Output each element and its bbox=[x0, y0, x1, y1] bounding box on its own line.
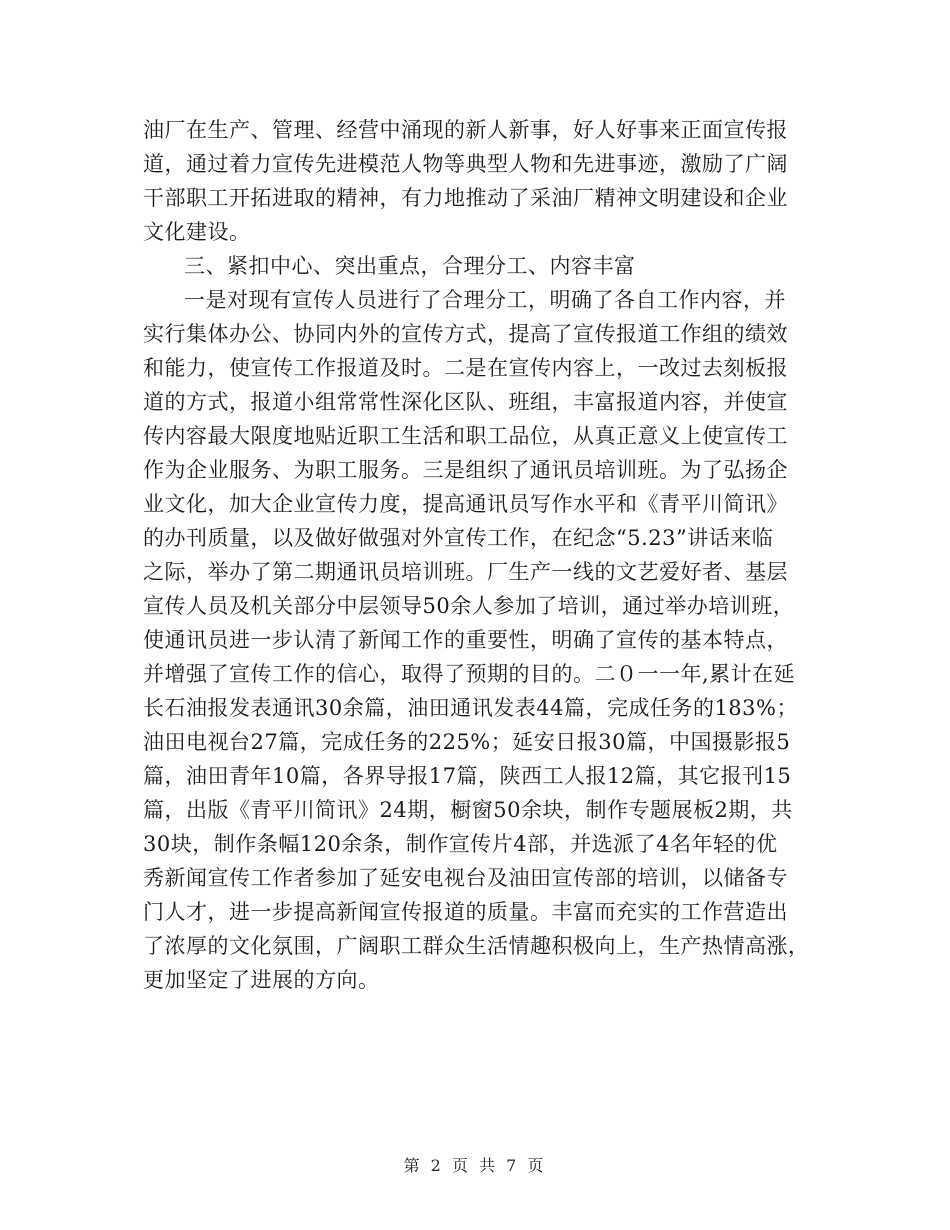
body-text-line: 道的方式，报道小组常常性深化区队、班组，丰富报道内容，并使宣 bbox=[143, 390, 788, 414]
body-text-line: 30块，制作条幅120余条，制作宣传片4部，并选派了4名年轻的优 bbox=[143, 832, 778, 856]
page-number-footer: 第 2 页 共 7 页 bbox=[403, 1156, 547, 1175]
body-text-line: 长石油报发表通讯30余篇，油田通讯发表44篇，完成任务的183%； bbox=[143, 696, 798, 720]
body-text-line: 实行集体办公、协同内外的宣传方式，提高了宣传报道工作组的绩效 bbox=[143, 322, 788, 346]
body-text-line: 一是对现有宣传人员进行了合理分工，明确了各自工作内容，并 bbox=[184, 288, 786, 312]
body-text-line: 秀新闻宣传工作者参加了延安电视台及油田宣传部的培训，以储备专 bbox=[143, 866, 788, 890]
body-text-line: 业文化，加大企业宣传力度，提高通讯员写作水平和《青平川简讯》 bbox=[143, 492, 788, 516]
body-text-line: 干部职工开拓进取的精神，有力地推动了采油厂精神文明建设和企业 bbox=[143, 186, 788, 210]
body-text-line: 文化建设。 bbox=[143, 220, 251, 244]
body-text-line: 使通讯员进一步认清了新闻工作的重要性，明确了宣传的基本特点， bbox=[143, 628, 788, 652]
body-text-line: 油厂在生产、管理、经营中涌现的新人新事，好人好事来正面宣传报 bbox=[143, 118, 788, 142]
body-text-line: 并增强了宣传工作的信心，取得了预期的目的。二０一一年,累计在延 bbox=[143, 662, 796, 686]
body-text-line: 油田电视台27篇，完成任务的225%；延安日报30篇，中国摄影报5 bbox=[143, 730, 791, 754]
body-text-line: 传内容最大限度地贴近职工生活和职工品位，从真正意义上使宣传工 bbox=[143, 424, 788, 448]
body-text-line: 篇，出版《青平川简讯》24期，橱窗50余块，制作专题展板2期，共 bbox=[143, 798, 793, 822]
body-text-line: 宣传人员及机关部分中层领导50余人参加了培训，通过举办培训班， bbox=[143, 594, 795, 618]
section-heading: 三、紧扣中心、突出重点，合理分工、内容丰富 bbox=[184, 254, 636, 278]
body-text-line: 门人才，进一步提高新闻宣传报道的质量。丰富而充实的工作营造出 bbox=[143, 900, 788, 924]
body-text-line: 的办刊质量，以及做好做强对外宣传工作，在纪念“5.23”讲话来临 bbox=[143, 526, 774, 550]
body-text-line: 之际，举办了第二期通讯员培训班。厂生产一线的文艺爱好者、基层 bbox=[143, 560, 788, 584]
body-text-line: 篇，油田青年10篇，各界导报17篇，陕西工人报12篇，其它报刊15 bbox=[143, 764, 792, 788]
body-text-line: 更加坚定了进展的方向。 bbox=[143, 968, 380, 992]
body-text-line: 和能力，使宣传工作报道及时。二是在宣传内容上，一改过去刻板报 bbox=[143, 356, 788, 380]
body-text-line: 作为企业服务、为职工服务。三是组织了通讯员培训班。为了弘扬企 bbox=[143, 458, 788, 482]
body-text-line: 了浓厚的文化氛围，广阔职工群众生活情趣积极向上，生产热情高涨， bbox=[143, 934, 810, 958]
body-text-line: 道，通过着力宣传先进模范人物等典型人物和先进事迹，激励了广阔 bbox=[143, 152, 788, 176]
